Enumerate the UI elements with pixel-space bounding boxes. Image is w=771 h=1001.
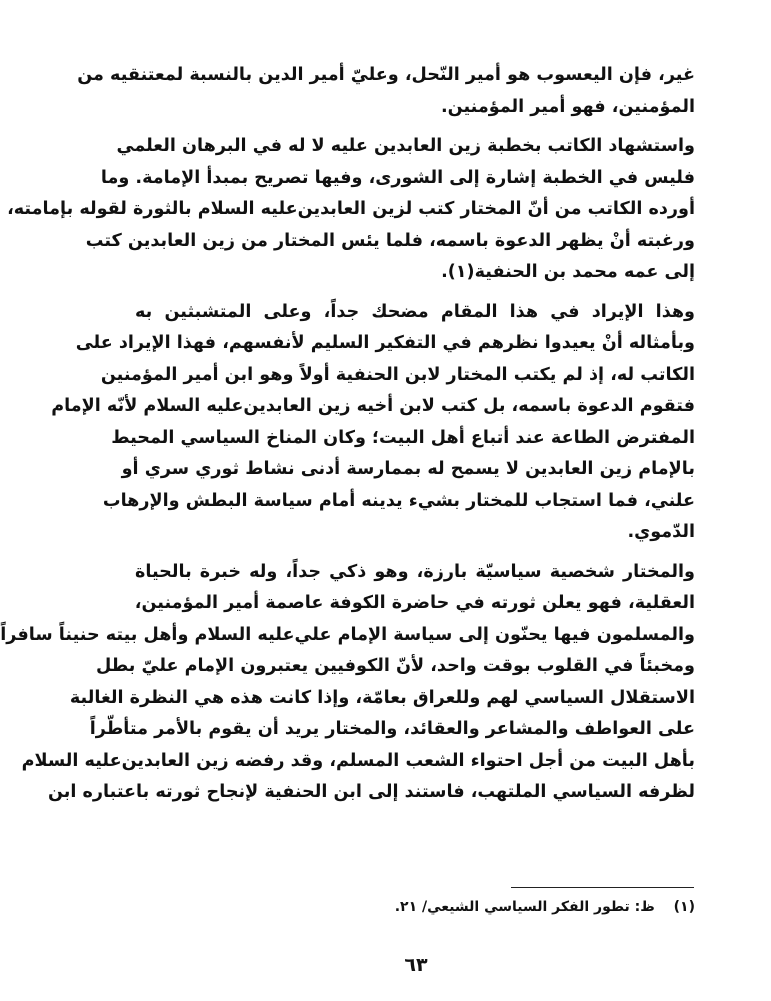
page-number: ٦٣ [404, 954, 428, 976]
text-line: العقلية، فهو يعلن ثورته في حاضرة الكوفة عاصمة أمير المؤمنين، [134, 593, 695, 613]
text-line: بأهل البيت من أجل احتواء الشعب المسلم، وقد رفضه زين العابدين‌عليه السلام [21, 750, 695, 771]
text-line: فليس في الخطبة إشارة إلى الشورى، وفيها تصريح بمبدأ الإمامة. وما [100, 167, 695, 188]
text-line: وهذا الإيراد في هذا المقام مضحك جداً، وعلى المتشبثين به [135, 301, 695, 322]
text-line: بالإمام زين العابدين لا يسمح له بممارسة أدنى نشاط ثوري سري أو [121, 459, 695, 479]
text-line: إلى عمه محمد بن الحنفية(١). [441, 262, 695, 282]
text-line: والمسلمون فيها يحنّون إلى سياسة الإمام علي‌عليه السلام وأهل بيته حنيناً سافراً [0, 624, 695, 645]
text-line: غير، فإن اليعسوب هو أمير النّحل، وعليّ أمير الدين بالنسبة لمعتنقيه من [77, 65, 695, 85]
text-line: الكاتب له، إذ لم يكتب المختار لابن الحنفية أولاً وهو ابن أمير المؤمنين [100, 364, 695, 385]
footnote-text: ظ: تطور الفكر السياسي الشيعي/ ٢١. [394, 899, 655, 915]
main-text [0, 60, 695, 809]
text-line: واستشهاد الكاتب بخطبة زين العابدين عليه لا له في البرهان العلمي [116, 136, 695, 156]
text-line: المفترض الطاعة عند أتباع أهل البيت؛ وكان المناخ السياسي المحيط [111, 427, 695, 448]
text-line: على العواطف والمشاعر والعقائد، والمختار يريد أن يقوم بالأمر متأطّراً [89, 719, 695, 739]
footnote-divider [511, 887, 694, 888]
paragraph-4 [0, 557, 695, 809]
text-line: الاستقلال السياسي لهم وللعراق بعامّة، وإذا كانت هذه هي النظرة الغالبة [69, 687, 695, 708]
text-line: ورغبته أنْ يظهر الدعوة باسمه، فلما يئس المختار من زين العابدين كتب [85, 230, 695, 251]
text-line: والمختار شخصية سياسيّة بارزة، وهو ذكي جداً، وله خبرة بالحياة [135, 561, 695, 582]
text-line: لظرفه السياسي الملتهب، فاستند إلى ابن الحنفية لإنجاح ثورته باعتباره ابن [47, 782, 695, 802]
text-line: الدّموي. [627, 522, 695, 542]
paragraph-2 [7, 131, 695, 289]
text-line: أورده الكاتب من أنّ المختار كتب لزين العابدين‌عليه السلام بالثورة لقوله بإمامته، [7, 199, 695, 219]
text-line: فتقوم الدعوة باسمه، بل كتب لابن أخيه زين العابدين‌عليه السلام لأنّه الإمام [51, 396, 695, 416]
text-line: علني، فما استجاب للمختار بشيء يدينه أمام سياسة البطش والإرهاب [102, 490, 695, 511]
text-line: وبأمثاله أنْ يعيدوا نظرهم في التفكير السليم لأنفسهم، فهذا الإيراد على [75, 333, 695, 353]
paragraph-1 [77, 60, 695, 123]
text-line: المؤمنين، فهو أمير المؤمنين. [440, 96, 695, 117]
footnote-number: (١) [673, 899, 695, 915]
footnote [395, 899, 695, 915]
text-line: ومخبئاً في القلوب بوقت واحد، لأنّ الكوفيين يعتبرون الإمام عليّ بطل [95, 656, 695, 676]
paragraph-3 [51, 297, 695, 549]
